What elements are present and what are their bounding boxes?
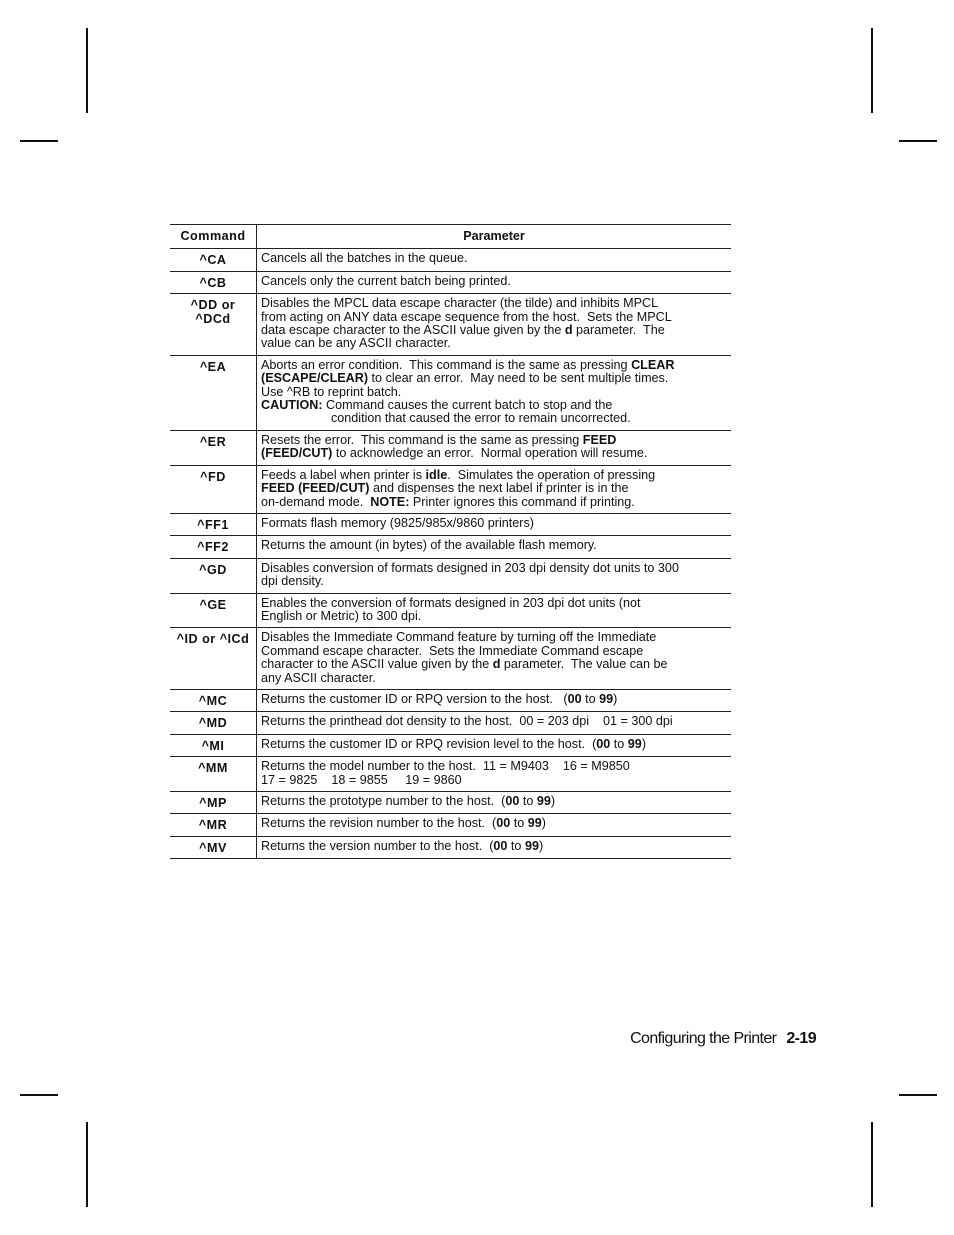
command-cell [170, 628, 257, 690]
crop-mark-bottom-left-horizontal [20, 1094, 58, 1096]
command-name: ^FD [200, 469, 226, 484]
parameter-cell [257, 689, 732, 711]
parameter-text: Returns the prototype number to the host. ( [261, 794, 506, 808]
command-cell [170, 249, 257, 271]
parameter-text-bold: 99 [536, 794, 551, 808]
column-header-command: Command [170, 225, 257, 249]
command-name: ^MP [199, 796, 227, 810]
parameter-text-bold: d [564, 323, 573, 338]
parameter-cell [257, 430, 732, 465]
parameter-line [261, 252, 727, 265]
parameter-text-bold: 00 [496, 816, 511, 831]
command-cell [170, 792, 257, 814]
parameter-text-bold: (ESCAPE/CLEAR) [261, 371, 369, 386]
parameter-line [261, 672, 727, 685]
parameter-text-bold: (FEED/CUT) [261, 446, 333, 461]
parameter-line [261, 359, 727, 372]
table-row [170, 734, 731, 756]
parameter-text: Aborts an error condition. This command is the same as pressing [261, 357, 632, 372]
parameter-line [261, 840, 727, 853]
crop-mark-top-right-vertical [871, 28, 873, 113]
command-cell [170, 734, 257, 756]
command-name: ^MC [198, 693, 228, 708]
table-row [170, 593, 731, 628]
parameter-text: and dispenses the next label if printer is in the [369, 481, 629, 496]
table-row [170, 814, 731, 836]
parameter-text: . Simulates the operation of pressing [447, 467, 656, 482]
parameter-cell [257, 558, 732, 593]
parameter-text: ) [613, 691, 618, 706]
table-row [170, 836, 731, 858]
parameter-text: dpi density. [261, 574, 324, 589]
parameter-line [261, 539, 727, 552]
parameter-cell [257, 249, 732, 271]
parameter-line [261, 597, 727, 610]
command-name: ^ID or ^ICd [176, 632, 250, 647]
parameter-text: to [581, 691, 600, 706]
parameter-line [261, 738, 727, 751]
table-row [170, 355, 731, 430]
parameter-line [261, 658, 727, 671]
parameter-text: Returns the model number to the host. 11 = M9403 16 = M9850 [261, 759, 630, 774]
parameter-text: 17 = 9825 18 = 9855 19 = 9860 [261, 772, 462, 787]
parameter-text: data escape character to the ASCII value given by the [261, 323, 565, 338]
parameter-text-bold: 99 [527, 816, 542, 831]
command-cell [170, 712, 257, 734]
table-row [170, 792, 731, 814]
parameter-text-bold: FEED [582, 432, 617, 447]
parameter-text: ) [538, 838, 544, 853]
parameter-text: any ASCII character. [261, 670, 376, 685]
command-name: ^MR [198, 818, 228, 833]
page-footer [600, 1030, 816, 1048]
crop-mark-bottom-right-horizontal [899, 1094, 937, 1096]
parameter-text: Returns the revision number to the host. ( [261, 816, 497, 831]
parameter-text: Returns the customer ID or RPQ revision level to the host. ( [261, 736, 597, 751]
command-name: ^GE [199, 597, 227, 612]
parameter-line [261, 562, 727, 575]
parameter-cell [257, 513, 732, 535]
parameter-text-bold: d [492, 657, 501, 672]
parameter-line [261, 610, 727, 623]
command-name: ^CA [199, 253, 227, 268]
parameter-text-bold: idle [425, 467, 448, 482]
parameter-text: Disables the Immediate Command feature by turning off the Immediate [261, 630, 657, 645]
command-name: ^FF2 [197, 540, 229, 555]
command-cell [170, 465, 257, 513]
table-row [170, 465, 731, 513]
parameter-text: ) [541, 816, 546, 831]
command-table [170, 224, 731, 859]
crop-mark-top-right-horizontal [899, 140, 937, 142]
page-number: 2-19 [786, 1030, 816, 1047]
crop-mark-top-left-vertical [86, 28, 88, 113]
parameter-cell [257, 593, 732, 628]
parameter-line [261, 715, 727, 728]
command-cell [170, 558, 257, 593]
column-header-parameter: Parameter [463, 229, 525, 243]
command-cell [170, 814, 257, 836]
parameter-text: parameter. The [572, 323, 665, 338]
parameter-text-bold: 99 [599, 691, 614, 706]
command-name: ^EA [199, 359, 227, 374]
parameter-line [261, 631, 727, 644]
parameter-text-bold: 00 [567, 691, 582, 706]
parameter-line [261, 496, 727, 509]
parameter-line [261, 337, 727, 350]
parameter-text: parameter. The value can be [500, 657, 668, 672]
crop-mark-top-left-horizontal [20, 140, 58, 142]
parameter-text: Printer ignores this command if printing. [409, 494, 635, 509]
table-row [170, 249, 731, 271]
parameter-cell [257, 836, 732, 858]
parameter-text: Returns the amount (in bytes) of the available flash memory. [261, 538, 597, 553]
parameter-text: Feeds a label when printer is [261, 467, 426, 482]
parameter-text: to clear an error. May need to be sent multiple times. [368, 371, 669, 386]
command-name: ^MI [201, 738, 225, 753]
parameter-cell [257, 536, 732, 558]
parameter-text: ) [550, 794, 556, 808]
parameter-text: to acknowledge an error. Normal operation will resume. [332, 446, 648, 461]
parameter-text: to [519, 794, 537, 808]
parameter-cell [257, 792, 732, 814]
parameter-line [261, 311, 727, 324]
parameter-text-bold: CLEAR [631, 357, 675, 372]
parameter-line [261, 399, 727, 412]
parameter-text: Returns the printhead dot density to the host. 00 = 203 dpi 01 = 300 dpi [261, 714, 673, 729]
command-cell [170, 513, 257, 535]
parameter-text: Enables the conversion of formats designed in 203 dpi dot units (not [261, 595, 641, 610]
footer-section-title: Configuring the Printer [630, 1030, 777, 1047]
table-row [170, 712, 731, 734]
crop-mark-bottom-right-vertical [871, 1122, 873, 1207]
parameter-text: Returns the version number to the host. ( [261, 838, 494, 853]
parameter-text: condition that caused the error to remain uncorrected. [331, 411, 631, 426]
parameter-text: to [507, 838, 525, 853]
parameter-line [261, 386, 727, 399]
parameter-cell [257, 757, 732, 792]
table-row [170, 271, 731, 293]
table-row [170, 757, 731, 792]
parameter-line [261, 275, 727, 288]
table-row [170, 558, 731, 593]
command-name: ^MD [198, 716, 228, 731]
command-cell [170, 294, 257, 356]
parameter-text-bold: CAUTION: [261, 398, 323, 413]
parameter-cell [257, 294, 732, 356]
command-cell [170, 271, 257, 293]
command-cell [170, 757, 257, 792]
crop-mark-bottom-left-vertical [86, 1122, 88, 1207]
command-name: ^ER [199, 434, 227, 449]
command-cell [170, 355, 257, 430]
parameter-line [261, 372, 727, 385]
parameter-line [261, 774, 727, 787]
parameter-text: ) [641, 736, 647, 751]
parameter-text-bold: FEED (FEED/CUT) [261, 481, 370, 496]
table-body [170, 249, 731, 859]
table-row [170, 689, 731, 711]
parameter-line [261, 297, 727, 310]
parameter-text-bold: 00 [493, 838, 508, 853]
command-name: ^FF1 [197, 517, 229, 532]
command-name: ^CB [199, 275, 227, 290]
parameter-text: Command causes the current batch to stop and the [322, 398, 613, 413]
parameter-text-bold: 00 [596, 736, 611, 751]
parameter-text: Disables conversion of formats designed in 203 dpi density dot units to 300 [261, 560, 679, 575]
parameter-text: Cancels only the current batch being printed. [261, 273, 511, 288]
parameter-text-bold: NOTE: [370, 494, 410, 509]
parameter-text: on-demand mode. [261, 494, 371, 509]
parameter-line [261, 469, 727, 482]
command-name: ^DCd [195, 311, 231, 326]
table-row [170, 294, 731, 356]
parameter-text: English or Metric) to 300 dpi. [261, 608, 422, 623]
command-name: ^DD or [190, 298, 236, 313]
parameter-text-bold: 99 [524, 838, 539, 853]
parameter-cell [257, 734, 732, 756]
parameter-cell [257, 814, 732, 836]
command-name: ^GD [199, 562, 227, 577]
parameter-line [261, 447, 727, 460]
command-cell [170, 430, 257, 465]
parameter-text: value can be any ASCII character. [261, 336, 451, 351]
parameter-text: Command escape character. Sets the Immediate Command escape [261, 643, 644, 658]
table-row [170, 430, 731, 465]
parameter-text: Formats flash memory (9825/985x/9860 printers) [261, 515, 534, 530]
command-cell [170, 593, 257, 628]
command-name: ^MV [199, 840, 227, 855]
command-name: ^MM [198, 761, 228, 776]
parameter-cell [257, 355, 732, 430]
parameter-line [261, 693, 727, 706]
table-row [170, 513, 731, 535]
parameter-cell [257, 628, 732, 690]
command-cell [170, 836, 257, 858]
parameter-line [261, 482, 727, 495]
parameter-text-bold: 99 [627, 736, 642, 751]
parameter-text: to [610, 736, 628, 751]
parameter-cell [257, 465, 732, 513]
parameter-line [261, 760, 727, 773]
command-cell [170, 536, 257, 558]
parameter-line [261, 434, 727, 447]
parameter-text: character to the ASCII value given by the [261, 657, 493, 672]
parameter-line [261, 575, 727, 588]
parameter-text: Cancels all the batches in the queue. [261, 251, 468, 266]
parameter-text: Returns the customer ID or RPQ version to the host. ( [261, 691, 568, 706]
parameter-line [261, 517, 727, 530]
parameter-text: Resets the error. This command is the same as pressing [261, 432, 583, 447]
parameter-cell [257, 712, 732, 734]
table-row [170, 536, 731, 558]
parameter-line [261, 795, 727, 808]
parameter-line [261, 324, 727, 337]
table-header-row [170, 225, 731, 249]
parameter-text: Disables the MPCL data escape character (the tilde) and inhibits MPCL [261, 296, 659, 311]
parameter-cell [257, 271, 732, 293]
parameter-text-bold: 00 [505, 794, 520, 808]
table-row [170, 628, 731, 690]
parameter-text: from acting on ANY data escape sequence from the host. Sets the MPCL [261, 309, 672, 324]
parameter-line [261, 645, 727, 658]
parameter-text: Use ^RB to reprint batch. [261, 384, 402, 399]
parameter-line [261, 817, 727, 830]
parameter-text: to [510, 816, 528, 831]
command-cell [170, 689, 257, 711]
parameter-line [261, 412, 727, 425]
